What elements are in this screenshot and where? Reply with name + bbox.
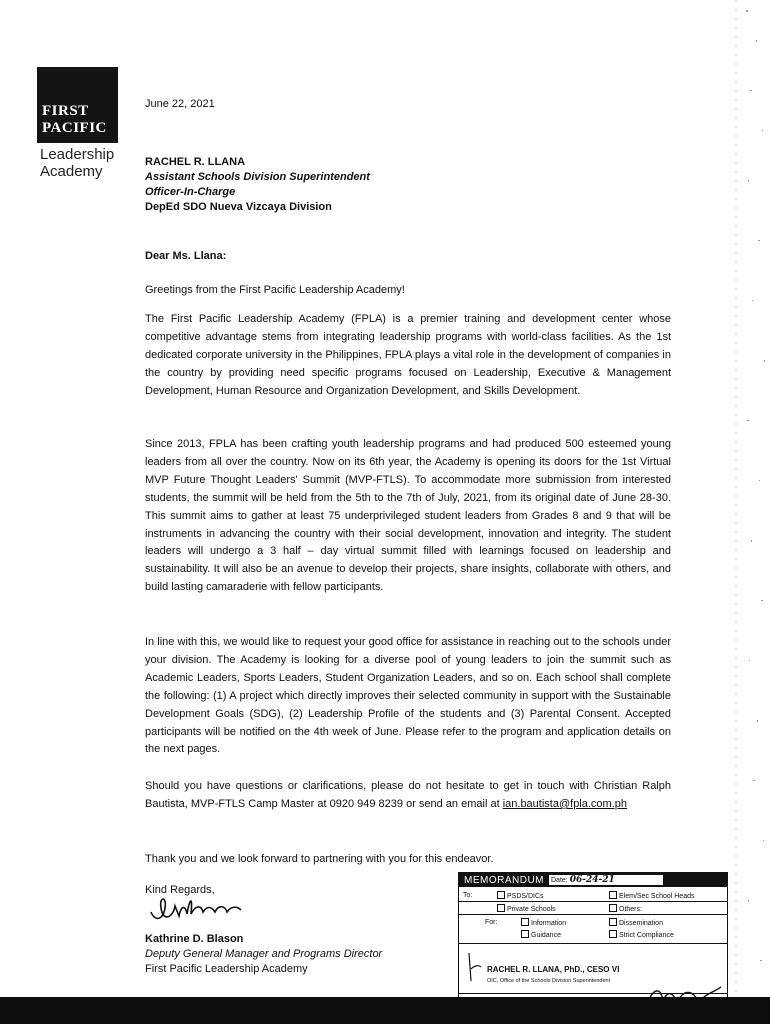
paragraph-summit: Since 2013, FPLA has been crafting youth leadership programs and had produced 500 esteemed young leaders from all over the country. Now on its 6th year, the Academy is opening its doors for the 1st Virtual MVP Future Thought Leaders' Summit (MVP-FTLS). To accommodate more submission from interested students, the summit will be held from the 5th to the 7th of July, 2021, from its original date of June 28-30. This summit aims to gather at least 75 underprivileged student leaders from Grades 8 and 9 that will be instruments in advancing the country with their social development, innovation and integrity. The student leaders will undergo a 3 half – day virtual summit filled with learnings focused on leadership and sustainability. It will also be an avenue to develop their projects, share insights, collaborate with others, and build lasting camaraderie with fellow participants.	[145, 438, 671, 594]
recipient-oic: Officer-In-Charge	[145, 186, 236, 198]
signatory-name: Kathrine D. Blason	[145, 933, 244, 945]
checkbox-checked-icon	[521, 918, 529, 926]
memo-to-label: To:	[463, 892, 473, 899]
memo-date-value: 06-24-21	[569, 875, 615, 885]
closing: Kind Regards,	[145, 884, 215, 896]
recipient-name: RACHEL R. LLANA	[145, 156, 246, 168]
logo-line-first: FIRST	[42, 103, 89, 119]
scan-edge-noise	[726, 0, 770, 1000]
checkbox-checked-icon	[609, 891, 617, 899]
checkbox-checked-icon	[521, 930, 529, 938]
memo-date-label: Date:	[551, 877, 568, 884]
memo-initial-mark	[465, 951, 483, 985]
paragraph-request: In line with this, we would like to request your good office for assistance in reaching out to the schools under your division. The Academy is looking for a diverse pool of young leaders to join the summit such as Academic Leaders, Sports Leaders, Student Organization Leaders, and so on. Each school shall complete the following: (1) A project which directly improves their selected community in support with the Sustainable Development Goals (SDG), (2) Leadership Profile of the students and (3) Parental Consent. Accepted participants will be notified on the 4th week of June. Please refer to the program and application details on the next pages.	[145, 636, 671, 756]
memo-option-dissemination: Dissemination	[609, 918, 663, 928]
contact-text: Should you have questions or clarifications, please do not hesitate to get in touch with Christian Ralph Bautista, MVP-FTLS Camp Master at 0920 949 8239 or send an email at	[145, 780, 671, 810]
memo-official-office: OIC, Office of the Schools Division Superintendent	[487, 978, 611, 984]
memo-option-guidance: Guidance	[521, 930, 561, 940]
memo-date	[549, 875, 663, 885]
signatory-org: First Pacific Leadership Academy	[145, 963, 308, 975]
paragraph-thanks: Thank you and we look forward to partnering with you for this endeavor.	[145, 853, 494, 865]
memo-option-info: Information	[521, 918, 566, 928]
paragraph-contact	[145, 778, 671, 814]
memo-title: MEMORANDUM	[464, 875, 544, 886]
logo-subtitle	[40, 146, 114, 180]
memo-option-others: Others:	[609, 904, 642, 914]
checkbox-checked-icon	[609, 918, 617, 926]
checkbox-checked-icon	[497, 891, 505, 899]
logo-sub-academy: Academy	[40, 163, 103, 180]
memorandum-stamp	[458, 872, 728, 1012]
letter-date: June 22, 2021	[145, 98, 215, 110]
recipient-title: Assistant Schools Division Superintendent	[145, 171, 370, 183]
memo-official-name: RACHEL R. LLANA, PhD., CESO VI	[487, 965, 620, 974]
memo-for-label: For:	[485, 919, 498, 926]
scan-bottom-border	[0, 997, 770, 1024]
memo-option-elem: Elem/Sec School Heads	[609, 891, 694, 901]
handwritten-signature	[145, 888, 265, 926]
memo-option-strict: Strict Compliance	[609, 930, 674, 940]
paragraph-intro: The First Pacific Leadership Academy (FPLA) is a premier training and development center whose competitive advantage stems from integrating leadership programs with world-class facilities. As the 1st dedicated corporate university in the Philippines, FPLA plays a vital role in the development of companies in the country by providing need specific programs focused on Leadership, Executive & Management Development, Human Resource and Organization Development, and Skills Development.	[145, 313, 671, 397]
memo-option-psds: PSDS/DICs	[497, 891, 544, 901]
logo-line-pacific: PACIFIC	[42, 120, 107, 136]
memo-header	[459, 873, 727, 887]
logo-sub-leadership: Leadership	[40, 146, 115, 163]
checkbox-checked-icon	[497, 904, 505, 912]
greeting: Greetings from the First Pacific Leadership Academy!	[145, 284, 405, 296]
recipient-office: DepEd SDO Nueva Vizcaya Division	[145, 201, 332, 213]
fpla-logo	[37, 67, 118, 143]
salutation: Dear Ms. Llana:	[145, 250, 227, 262]
contact-email-link[interactable]: ian.bautista@fpla.com.ph	[502, 797, 627, 810]
checkbox-icon	[609, 930, 617, 938]
signatory-title: Deputy General Manager and Programs Director	[145, 948, 383, 960]
checkbox-icon	[609, 904, 617, 912]
memo-option-private: Private Schools	[497, 904, 556, 914]
